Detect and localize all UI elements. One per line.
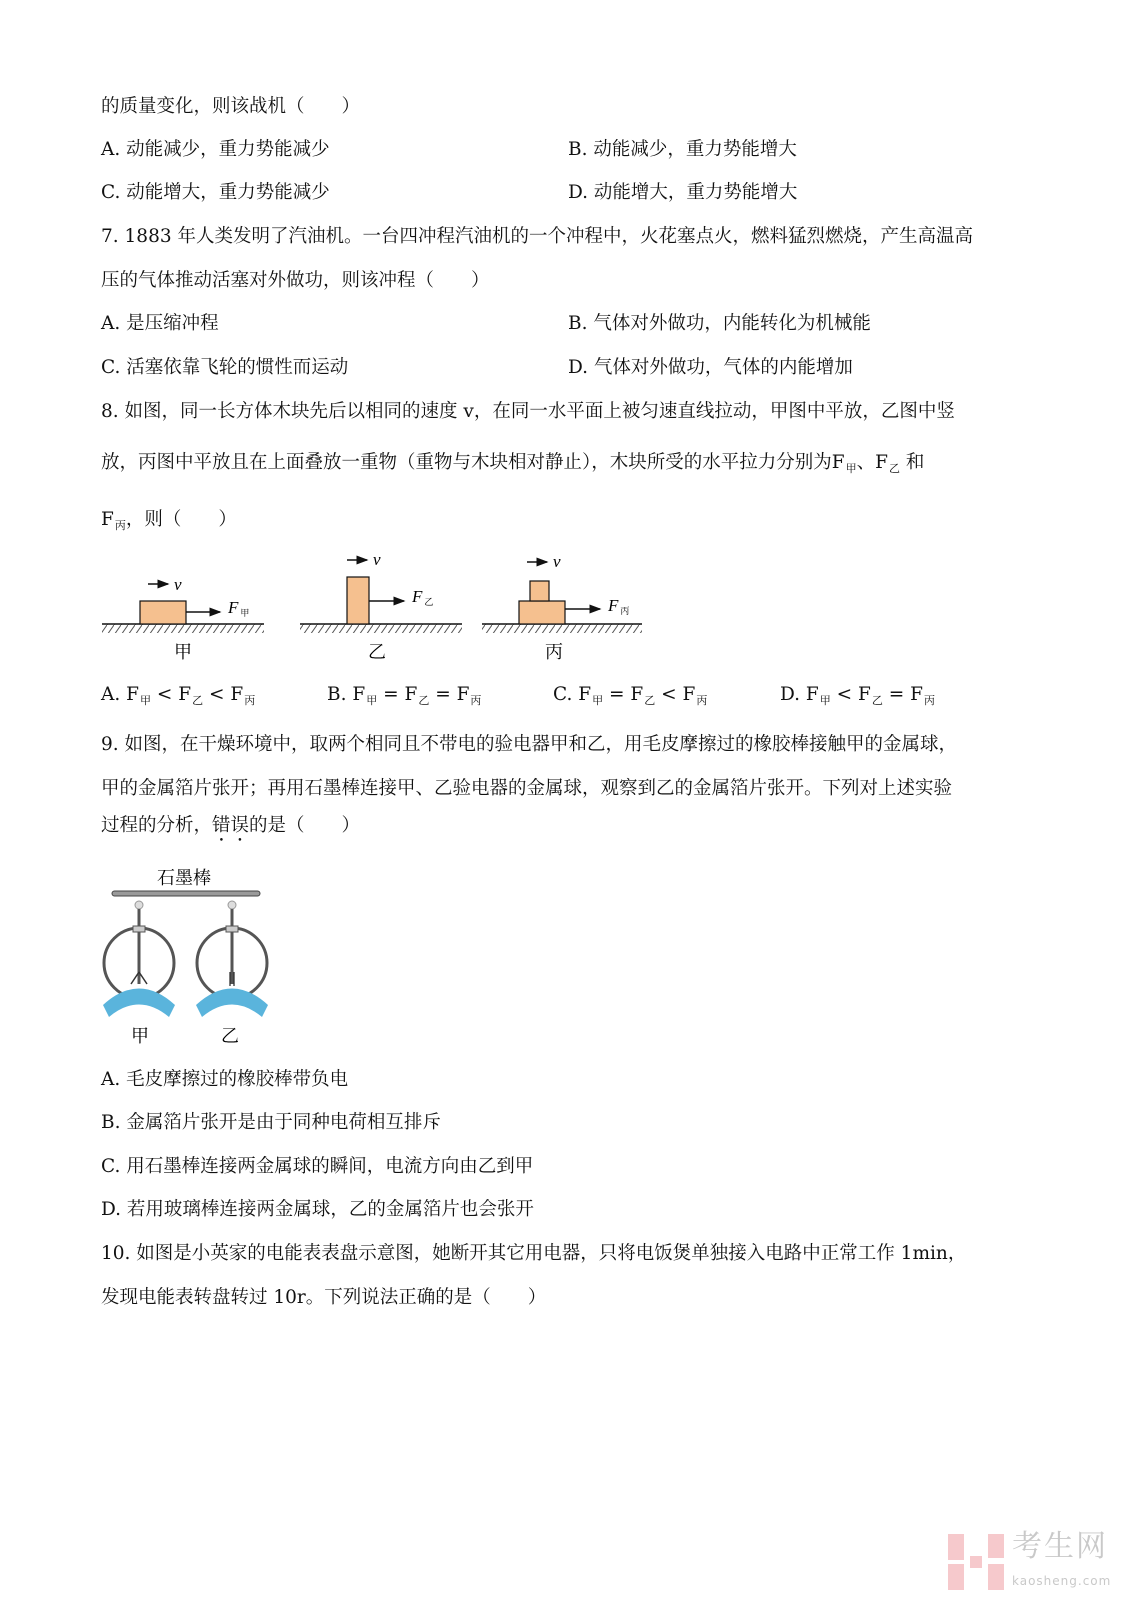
question-10-line2: 发现电能表转盘转过 10r。下列说法正确的是（ ） (101, 1287, 547, 1308)
q9-option-c: C. 用石墨棒连接两金属球的瞬间，电流方向由乙到甲 (101, 1156, 534, 1177)
subscript: 丙 (924, 694, 935, 707)
subscript: 乙 (418, 694, 430, 707)
text-segment: = F (603, 684, 644, 705)
text-segment: F (101, 509, 114, 530)
figure-yi (300, 550, 462, 663)
watermark-logo-icon (948, 1534, 1006, 1590)
q7-option-c: C. 活塞依靠飞轮的惯性而运动 (101, 357, 349, 378)
electroscope-label-yi: 乙 (221, 1026, 239, 1047)
text-segment: A. F (101, 684, 139, 705)
subscript: 甲 (819, 694, 831, 707)
velocity-label: v (373, 550, 381, 569)
q9-text: 过程的分析， (101, 815, 213, 836)
q6-option-c: C. 动能增大，重力势能减少 (101, 182, 330, 203)
question-8-line2 (101, 451, 924, 481)
watermark-en: kaosheng.com (1012, 1574, 1112, 1588)
subscript: 乙 (888, 462, 900, 475)
watermark-cn: 考生网 (1012, 1529, 1108, 1564)
question-9-line3 (101, 814, 360, 846)
question-9-line1: 9. 如图，在干燥环境中，取两个相同且不带电的验电器甲和乙，用毛皮摩擦过的橡胶棒接触甲的金属球， (101, 734, 958, 755)
q6-option-a: A. 动能减少，重力势能减少 (101, 139, 330, 160)
subscript: 乙 (871, 694, 883, 707)
graphite-rod (112, 891, 260, 896)
figure-label-jia: 甲 (174, 642, 192, 663)
subscript: 乙 (644, 694, 656, 707)
block-flat (519, 601, 565, 624)
q8-option-a (101, 683, 255, 713)
velocity-label: v (553, 552, 561, 571)
block-upright (347, 577, 369, 624)
question-8-line3 (101, 508, 237, 538)
text-segment: ，则（ ） (125, 509, 237, 530)
force-label-yi: F乙 (412, 587, 434, 608)
text-segment: = F (882, 684, 923, 705)
q9-emphasis: 错误 (212, 815, 250, 836)
text-segment: = F (429, 684, 470, 705)
subscript: 甲 (366, 694, 378, 707)
q9-option-a: A. 毛皮摩擦过的橡胶棒带负电 (101, 1069, 349, 1090)
subscript: 甲 (139, 694, 151, 707)
text-segment: 、F (856, 452, 888, 473)
text-segment: B. F (327, 684, 366, 705)
subscript: 丙 (114, 519, 126, 532)
q8-option-c (553, 683, 707, 713)
subscript: 丙 (470, 694, 482, 707)
electroscope-label-jia: 甲 (131, 1026, 149, 1047)
figure-label-bing: 丙 (545, 642, 563, 663)
question-6-tail: 的质量变化，则该战机（ ） (101, 96, 361, 117)
question-8-line1: 8. 如图，同一长方体木块先后以相同的速度 v，在同一水平面上被匀速直线拉动，甲图中平放，乙图中竖 (101, 401, 955, 422)
text-segment: < F (655, 684, 696, 705)
q8-figure (100, 545, 660, 670)
q6-option-d: D. 动能增大，重力势能增大 (568, 182, 798, 203)
text-segment: 放，丙图中平放且在上面叠放一重物（重物与木块相对静止），木块所受的水平拉力分别为F (101, 452, 845, 473)
text-segment: < F (150, 684, 192, 705)
q7-option-a: A. 是压缩冲程 (101, 313, 219, 334)
q7-option-b: B. 气体对外做功，内能转化为机械能 (568, 313, 871, 334)
force-label-jia: F甲 (228, 598, 250, 619)
q9-text: 的是（ ） (249, 815, 361, 836)
text-segment: 和 (899, 452, 925, 473)
subscript: 甲 (845, 462, 857, 475)
subscript: 甲 (592, 694, 604, 707)
force-label-bing: F丙 (608, 596, 630, 617)
electroscope-jia (103, 901, 175, 1047)
question-7-line2: 压的气体推动活塞对外做功，则该冲程（ ） (101, 270, 490, 291)
text-segment: < F (203, 684, 244, 705)
figure-bing (482, 552, 642, 663)
text-segment: D. F (780, 684, 819, 705)
q8-option-d (780, 683, 935, 713)
q9-electroscope-figure (95, 862, 285, 1047)
q8-option-b (327, 683, 481, 713)
question-10-line1: 10. 如图是小英家的电能表表盘示意图，她断开其它用电器，只将电饭煲单独接入电路中正常工作 1min， (101, 1243, 967, 1264)
question-9-line2: 甲的金属箔片张开；再用石墨棒连接甲、乙验电器的金属球，观察到乙的金属箔片张开。下列对上述实验 (101, 778, 953, 799)
figure-label-yi: 乙 (368, 642, 386, 663)
block-flat (140, 601, 186, 624)
q6-option-b: B. 动能减少，重力势能增大 (568, 139, 797, 160)
q9-option-b: B. 金属箔片张开是由于同种电荷相互排斥 (101, 1112, 441, 1133)
text-segment: = F (377, 684, 418, 705)
electroscope-yi (196, 901, 268, 1047)
velocity-label: v (174, 575, 182, 594)
question-7-line1: 7. 1883 年人类发明了汽油机。一台四冲程汽油机的一个冲程中，火花塞点火，燃料猛烈燃烧，产生高温高 (101, 226, 973, 247)
q9-option-d: D. 若用玻璃棒连接两金属球，乙的金属箔片也会张开 (101, 1199, 534, 1220)
figure-jia (102, 575, 264, 663)
subscript: 丙 (696, 694, 708, 707)
subscript: 乙 (192, 694, 204, 707)
weight (530, 581, 549, 601)
graphite-rod-label: 石墨棒 (157, 868, 211, 889)
text-segment: < F (830, 684, 871, 705)
text-segment: C. F (553, 684, 592, 705)
q7-option-d: D. 气体对外做功，气体的内能增加 (568, 357, 853, 378)
subscript: 丙 (244, 694, 256, 707)
watermark (948, 1530, 1128, 1596)
